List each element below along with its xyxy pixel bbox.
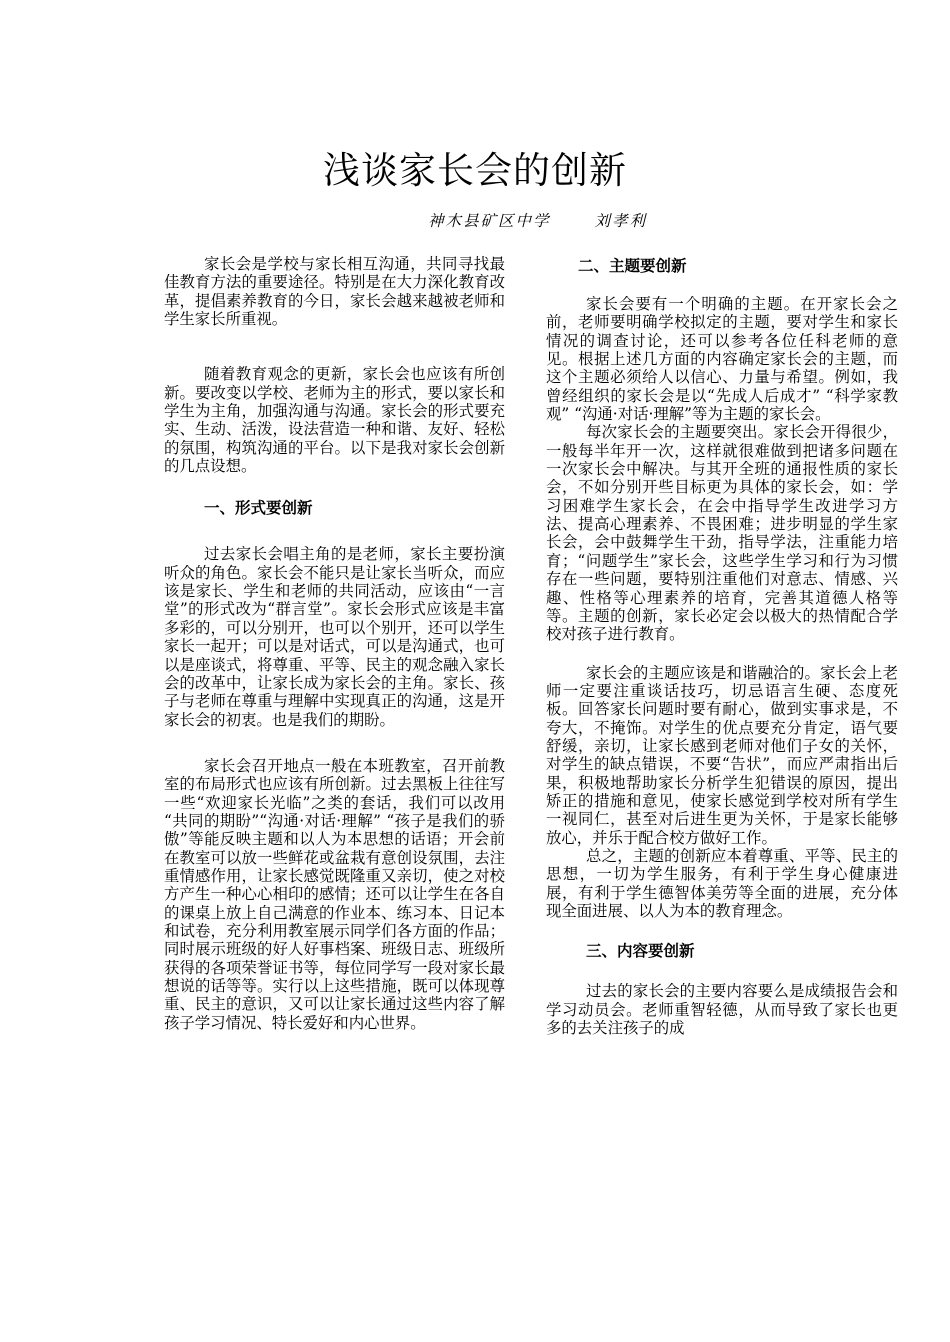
paragraph: 家长会是学校与家长相互沟通，共同寻找最佳教育方法的重要途径。特别是在大力深化教育改革，提倡素养教育的今日，家长会越来越被老师和学生家长所重视。 [164, 255, 505, 329]
school-name: 神木县矿区中学 [428, 212, 551, 230]
paragraph: 每次家长会的主题要突出。家长会开得很少，一般每半年开一次，这样就很难做到把诸多问题在一次家长会中解决。与其开全班的通报性质的家长会，不如分别开些目标更为具体的家长会，如：学习困难学生家长会，在会中指导学生改进学习方法、提高心理素养、不畏困难；进步明显的学生家长会，会中鼓舞学生干劲，指导学法，注重能力培育；“问题学生”家长会，这些学生学习和行为习惯存在一些问题，要特别注重他们对意志、情感、兴趣、性格等心理素养的培育，完善其道德人格等等。主题的创新，家长必定会以极大的热情配合学校对孩子进行教育。 [546, 423, 898, 644]
left-column [164, 255, 505, 1032]
paragraph: 家长会要有一个明确的主题。在开家长会之前，老师要明确学校拟定的主题，要对学生和家长情况的调查讨论，还可以参考各位任科老师的意见。根据上述几方面的内容确定家长会的主题，而这个主题必须给人以信心、力量与希望。例如，我曾经组织的家长会是以“先成人后成才” “科学家教观” “沟通·对话·理解”等为主题的家长会。 [546, 295, 898, 424]
page-title: 浅谈家长会的创新 [323, 149, 627, 192]
paragraph: 过去家长会唱主角的是老师，家长主要扮演听众的角色。家长会不能只是让家长当听众，而应该是家长、学生和老师的共同活动，应该由“一言堂”的形式改为“群言堂”。家长会形式应该是丰富多彩的，可以分别开，也可以个别开，还可以学生家长一起开；可以是对话式，可以是沟通式，也可以是座谈式，将尊重、平等、民主的观念融入家长会的改革中，让家长成为家长会的主角。家长、孩子与老师在尊重与理解中实现真正的沟通，这是开家长会的初衷。也是我们的期盼。 [164, 545, 505, 729]
paragraph: 家长会召开地点一般在本班教室，召开前教室的布局形式也应该有所创新。过去黑板上往往写一些“欢迎家长光临”之类的套话，我们可以改用 “共同的期盼”“沟通·对话·理解” “孩子是我们的骄傲”等能反映主题和以人为本思想的话语；开会前在教室可以放一些鲜花或盆栽有意创设氛围，去注重情感作用，让家长感觉既隆重又亲切，使之对校方产生一种心心相印的感情；还可以让学生在各自的课桌上放上自己满意的作业本、练习本、日记本和试卷，充分利用教室展示同学们各方面的作品；同时展示班级的好人好事档案、班级日志、班级所获得的各项荣誉证书等，每位同学写一段对家长最想说的话等等。实行以上这些措施，既可以体现尊重、民主的意识，又可以让家长通过这些内容了解孩子学习情况、特长爱好和内心世界。 [164, 756, 505, 1032]
section-heading-theme: 二、主题要创新 [578, 257, 687, 275]
author-name: 刘孝利 [594, 212, 648, 230]
byline [428, 209, 647, 231]
section-heading-form: 一、形式要创新 [204, 499, 313, 518]
paragraph: 总之，主题的创新应本着尊重、平等、民主的思想，一切为学生服务，有利于学生身心健康进展，有利于学生德智体美劳等全面的进展，充分体现全面进展、以人为本的教育理念。 [546, 846, 898, 920]
paragraph: 过去的家长会的主要内容要么是成绩报告会和学习动员会。老师重智轻德，从而导致了家长也更多的去关注孩子的成 [546, 982, 898, 1038]
section-heading-content: 三、内容要创新 [586, 942, 695, 961]
paragraph: 随着教育观念的更新，家长会也应该有所创新。要改变以学校、老师为主的形式，要以家长和学生为主角，加强沟通与沟通。家长会的形式要充实、生动、活泼，设法营造一种和谐、友好、轻松的氛围，构筑沟通的平台。以下是我对家长会创新的几点设想。 [164, 365, 505, 476]
paragraph: 家长会的主题应该是和谐融洽的。家长会上老师一定要注重谈话技巧，切忌语言生硬、态度死板。回答家长问题时要有耐心，做到实事求是，不夸大，不掩饰。对学生的优点要充分肯定，语气要舒缓，亲切，让家长感到老师对他们子女的关怀，对学生的缺点错误，不要“告状”，而应严肃指出后果，积极地帮助家长分析学生犯错误的原因，提出矫正的措施和意见，使家长感觉到学校对所有学生一视同仁，甚至对后进生更为关怀，于是家长能够放心，并乐于配合校方做好工作。 [546, 663, 898, 847]
right-column [546, 255, 898, 1037]
